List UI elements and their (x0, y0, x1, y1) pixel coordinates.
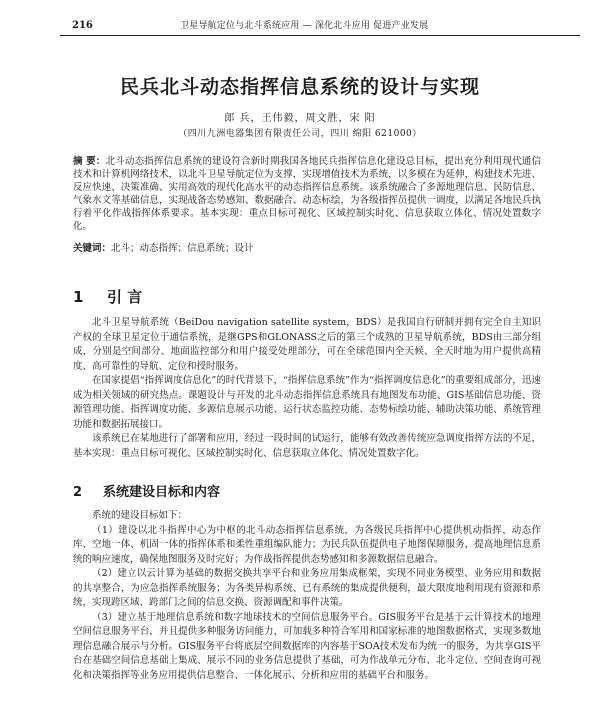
keywords-text: 北斗；动态指挥；信息系统；设计 (111, 243, 254, 254)
paragraph: 系统的建设目标如下： (92, 510, 188, 521)
paper-title: 民兵北斗动态指挥信息系统的设计与实现 (119, 76, 480, 98)
keywords (73, 242, 541, 255)
paragraph: （2）建立以云计算为基础的数据交换共享平台和业务应用集成框架，实现不同业务模型、业务应用和数据的共享整合，为应急指挥系统服务；为各类异构系统、已有系统的集成提供便利，最大限度地利用现有资源和系统，实现跨区域、跨部门之间的信息交换、资源调配和事件决策。 (73, 568, 541, 608)
section-number: 2 (73, 485, 83, 500)
section-heading-intro (73, 286, 142, 307)
section-title: 系统建设目标和内容 (103, 485, 221, 500)
running-title: 卫星导航定位与北斗系统应用 — 深化北斗应用 促进产业发展 (180, 21, 429, 31)
abstract-text: 北斗动态指挥信息系统的建设符合新时期我国各地民兵指挥信息化建设总目标，提出充分利用现代通信技术和计算机网络技术，以北斗卫星导航定位为支撑，实现增值技术为系统，以多模在为延伸，构建技术先进、反应快速、决策准确、实用高效的现代化高水平的动态指挥信息系统。该系统融合了多源地理信息、民防信息、气象水文等基础信息，实现战备态势感知、数据融合、动态标绘，为各级指挥员提供一调度，以满足各地民兵执行着平化作战指挥体系要求。基本实现：重点目标可视化、区域控制实时化、信息获取立体化、情况处置数字化。 (73, 156, 541, 232)
running-header (60, 18, 560, 34)
page-number: 216 (72, 20, 93, 31)
paragraph: 该系统已在某地进行了部署和应用，经过一段时间的试运行，能够有效改善传统应急调度指挥方法的不足，基本实现：重点目标可视化、区域控制实时化、信息获取立体化、情况处置数字化。 (73, 433, 541, 459)
abstract (73, 155, 541, 233)
keywords-label: 关键词： (73, 243, 112, 254)
abstract-label: 摘 要： (73, 156, 106, 167)
paragraph: 在国家提倡“指挥调度信息化”的时代背景下，“指挥信息系统”作为“指挥调度信息化”的重要组成部分，迅速成为相关领域的研究热点。课题设计与开发的北斗动态指挥信息系统具有地图发布功能、GIS基础信息功能、资源管理功能、指挥调度功能、多源信息展示功能、运行状态监控功能、态势标绘功能、辅助决策功能、系统管理功能和数据拓展接口。 (73, 375, 541, 430)
section-number: 1 (73, 288, 84, 306)
header-rule (60, 35, 580, 36)
paragraph: （3）建立基于地理信息系统和数字地球技术的空间信息服务平台。GIS服务平台是基于云计算技术的地理空间信息服务平台，并且提供多种服务访问能力，可加载多种符合军用和国家标准的地图数据格式，实现多数地理信息融合展示与分析。GIS服务平台将底层空间数据库的内容基于SOA技术发布为统一的服务，为共享GIS平台在基础空间信息基础上集成、展示不同的业务信息提供了基础，可为作战单元分布、北斗定位、空间查询可视化和决策指挥等业务应用提供信息整合、一体化展示、分析和应用的基础平台和服务。 (73, 611, 541, 681)
section-body-goals (73, 509, 541, 683)
section-heading-goals (73, 481, 220, 500)
section-body-intro (73, 316, 541, 461)
author-list: 郎 兵，王伟毅，周文胜，宋 阳 (224, 113, 376, 124)
section-title: 引 言 (107, 288, 143, 306)
paragraph: （1）建设以北斗指挥中心为中枢的北斗动态指挥信息系统，为各级民兵指挥中心提供机动指挥、动态作库、空地一体、机固一体的指挥体系和柔性重组编队能力；为民兵队伍提供电子地图保障服务，提高地理信息系统的响应速度，确保地图服务及时完好；为作战指挥提供态势感知和多源数据信息融合。 (73, 524, 541, 565)
paragraph: 北斗卫星导航系统（BeiDou navigation satellite system，BDS）是我国自行研制并拥有完全自主知识产权的全球卫星定位于通信系统，是继GPS和GLONASS之后的第三个成熟的卫星导航系统，BDS由三部分组成，分别是空间部分、地面监控部分和用户接受处理部分，可在全球范围内全天候、全天时地为用户提供高精度、高可靠性的导航、定位和授时服务。 (73, 317, 541, 372)
affiliation: （四川九洲电器集团有限责任公司，四川 绵阳 621000） (178, 129, 422, 139)
